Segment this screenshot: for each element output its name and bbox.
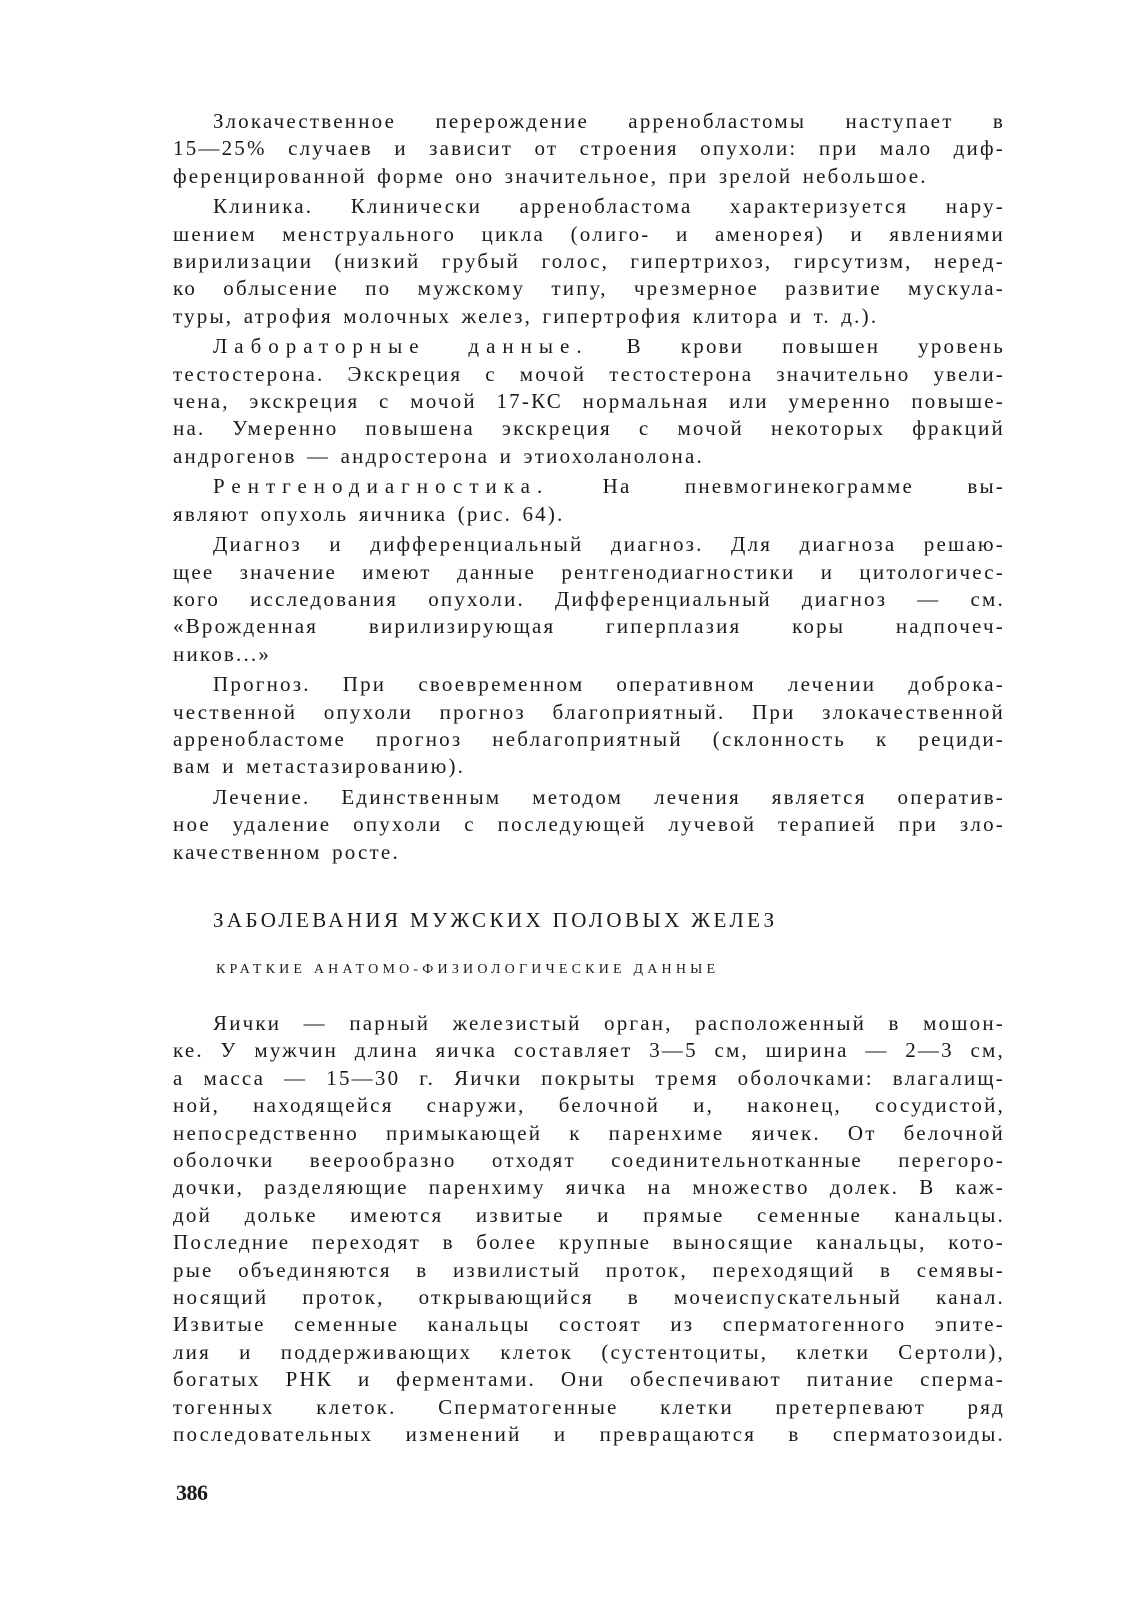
- paragraph-treatment: [173, 784, 1005, 866]
- text-line: Клиника. Клинически арренобластома характеризуется нару-: [213, 194, 1005, 219]
- text-line: Извитые семенные канальцы состоят из сперматогенного эпите-: [173, 1312, 1005, 1337]
- text-line: богатых РНК и ферментами. Они обеспечивают питание сперма-: [173, 1367, 1005, 1392]
- paragraph-prognosis: [173, 671, 1005, 781]
- text-line: чественной опухоли прогноз благоприятный. При злокачественной: [173, 699, 1005, 724]
- text-line: дочки, разделяющие паренхиму яичка на множество долек. В каж-: [173, 1175, 1005, 1200]
- text-fragment: В крови повышен уровень: [588, 334, 1005, 359]
- text-line: Прогноз. При своевременном оперативном лечении доброка-: [213, 672, 1005, 697]
- page-content: [173, 108, 1005, 1451]
- paragraph-testes-anatomy: [173, 1010, 1005, 1449]
- paragraph-lead-spaced: Рентгенодиагностика.: [213, 474, 550, 499]
- paragraph-laboratory-data: [173, 333, 1005, 470]
- text-line: ко облысение по мужскому типу, чрезмерное развитие мускула-: [173, 276, 1005, 301]
- text-line: лия и поддерживающих клеток (сустентоциты, клетки Сертоли),: [173, 1339, 1005, 1364]
- paragraph-clinic: [173, 193, 1005, 330]
- text-line: вирилизации (низкий грубый голос, гипертрихоз, гирсутизм, неред-: [173, 249, 1005, 274]
- paragraph-malignant-transformation: [173, 108, 1005, 190]
- text-line: ников...»: [173, 641, 272, 666]
- section-title: ЗАБОЛЕВАНИЯ МУЖСКИХ ПОЛОВЫХ ЖЕЛЕЗ: [213, 907, 778, 932]
- paragraph-x-ray-diagnostics: [173, 473, 1005, 528]
- text-line: андрогенов — андростерона и этиохоланолона.: [173, 443, 704, 468]
- text-line: являют опухоль яичника (рис. 64).: [173, 501, 565, 526]
- text-line: вам и метастазированию).: [173, 754, 466, 779]
- paragraph-lead-spaced: Лабораторные данные.: [213, 334, 589, 359]
- text-line: чена, экскреция с мочой 17-КС нормальная или умеренно повыше-: [173, 389, 1005, 414]
- text-line: ное удаление опухоли с последующей лучевой терапией при зло-: [173, 812, 1005, 837]
- text-line: а масса — 15—30 г. Яички покрыты тремя оболочками: влагалищ-: [173, 1065, 1005, 1090]
- text-line: тогенных клеток. Сперматогенные клетки претерпевают ряд: [173, 1394, 1005, 1419]
- paragraph-diagnosis: [173, 531, 1005, 668]
- text-line: 15—25% случаев и зависит от строения опухоли: при мало диф-: [173, 136, 1005, 161]
- text-line: кого исследования опухоли. Дифференциальный диагноз — см.: [173, 586, 1005, 611]
- text-line: Лечение. Единственным методом лечения является оператив-: [213, 784, 1005, 809]
- text-line: тестостерона. Экскреция с мочой тестостерона значительно увели-: [173, 361, 1005, 386]
- text-line: щее значение имеют данные рентгенодиагностики и цитологичес-: [173, 559, 1005, 584]
- text-line: ной, находящейся снаружи, белочной и, наконец, сосудистой,: [173, 1093, 1005, 1118]
- text-line: арренобластоме прогноз неблагоприятный (склонность к рециди-: [173, 726, 1005, 751]
- text-line: рые объединяются в извилистый проток, переходящий в семявы-: [173, 1257, 1005, 1282]
- text-line: туры, атрофия молочных желез, гипертрофия клитора и т. д.).: [173, 303, 879, 328]
- text-line: [173, 333, 1005, 360]
- text-fragment: На пневмогинекограмме вы-: [549, 474, 1005, 499]
- text-line: качественном росте.: [173, 839, 400, 864]
- text-line: Злокачественное перерождение арренобластомы наступает в: [213, 109, 1005, 133]
- text-line: Яички — парный железистый орган, расположенный в мошон-: [213, 1010, 1005, 1035]
- text-line: носящий проток, открывающийся в мочеиспускательный канал.: [173, 1285, 1005, 1310]
- text-line: последовательных изменений и превращаются в сперматозоиды.: [173, 1422, 1005, 1447]
- text-line: «Врожденная вирилизирующая гиперплазия коры надпочеч-: [173, 614, 1005, 639]
- text-line: оболочки веерообразно отходят соединительнотканные перегоро-: [173, 1148, 1005, 1172]
- text-line: [173, 473, 1005, 500]
- text-line: Диагноз и дифференциальный диагноз. Для диагноза решаю-: [213, 532, 1005, 557]
- text-line: дой дольке имеются извитые и прямые семенные канальцы.: [173, 1202, 1005, 1227]
- text-line: на. Умеренно повышена экскреция с мочой некоторых фракций: [173, 416, 1005, 441]
- text-line: Последние переходят в более крупные выносящие канальцы, кото-: [173, 1230, 1005, 1255]
- text-line: шением менструального цикла (олиго- и аменорея) и явлениями: [173, 221, 1005, 246]
- text-line: непосредственно примыкающей к паренхиме яичек. От белочной: [173, 1120, 1005, 1145]
- page-number: 386: [176, 1480, 208, 1505]
- text-line: ке. У мужчин длина яичка составляет 3—5 см, ширина — 2—3 см,: [173, 1038, 1005, 1063]
- text-line: ференцированной форме оно значительное, при зрелой небольшое.: [173, 163, 928, 188]
- subsection-title: КРАТКИЕ АНАТОМО-ФИЗИОЛОГИЧЕСКИЕ ДАННЫЕ: [216, 961, 720, 977]
